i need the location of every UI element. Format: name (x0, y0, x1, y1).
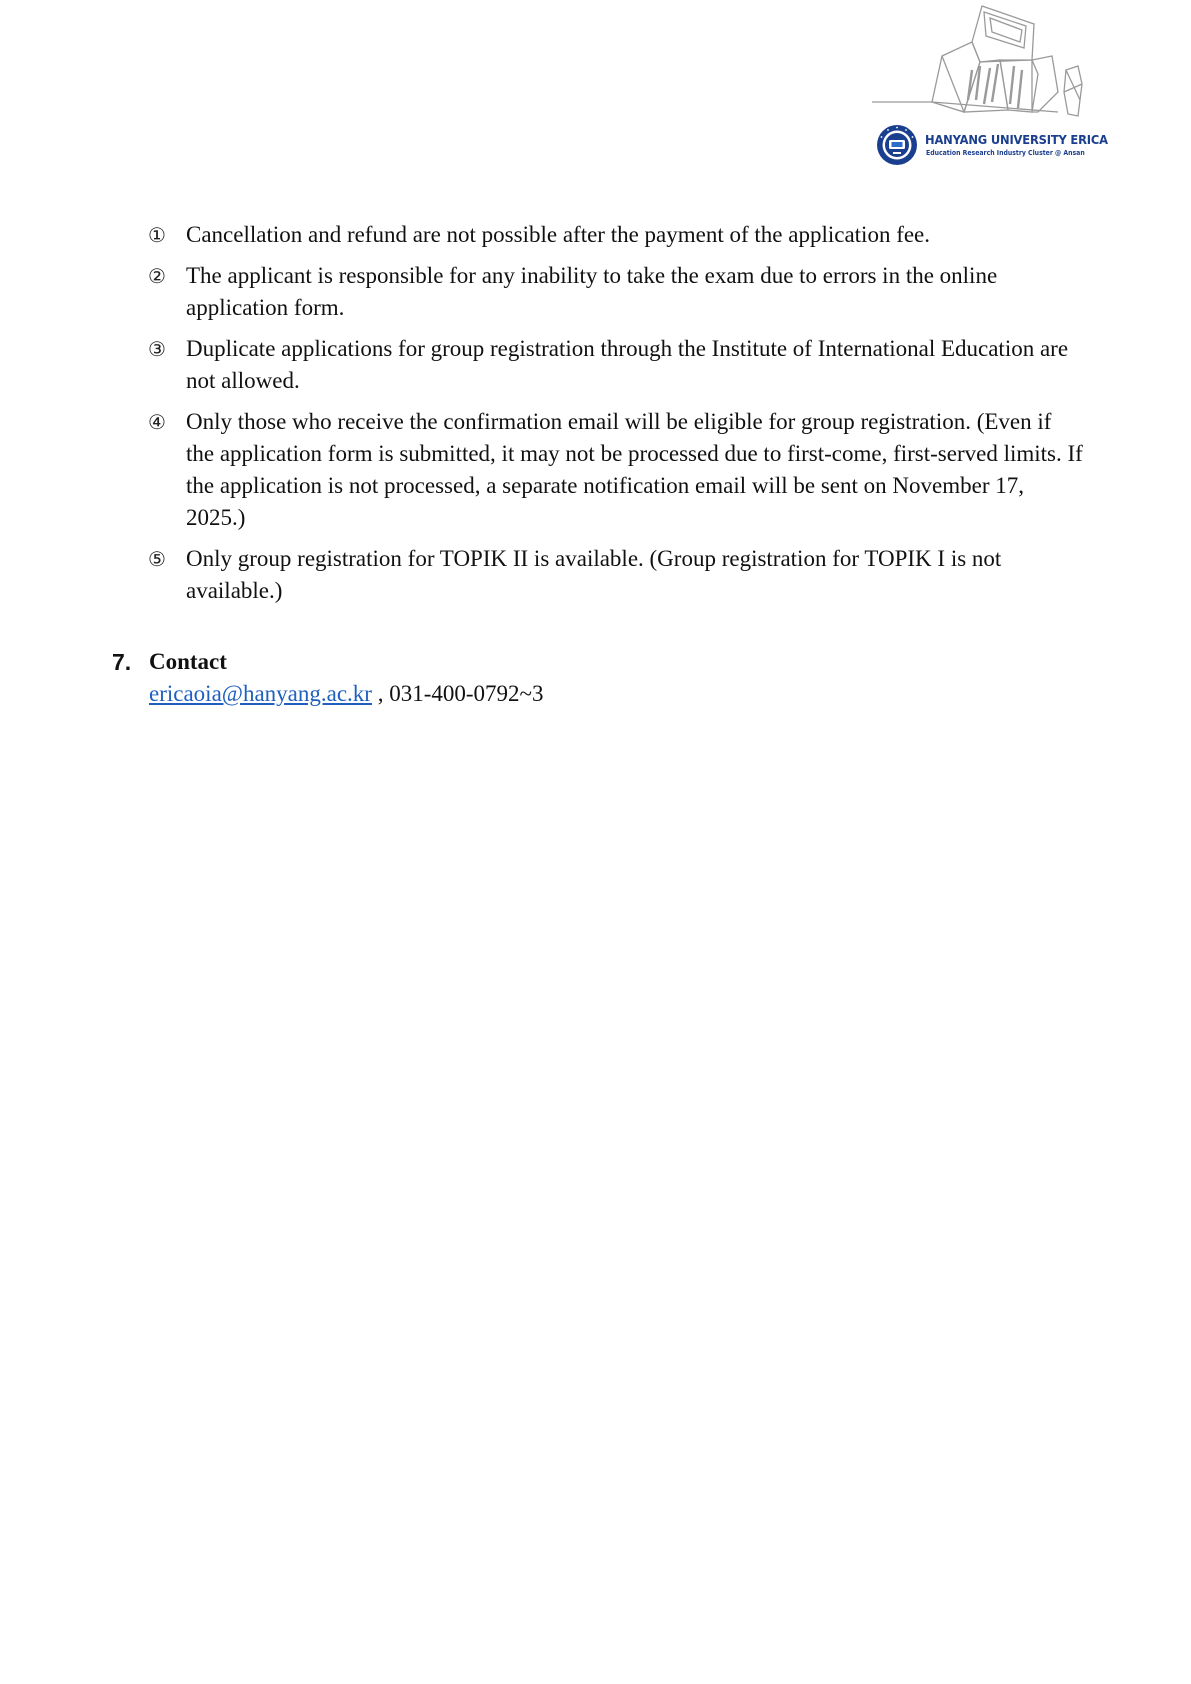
note-text: Cancellation and refund are not possible after the payment of the application fee. (186, 222, 931, 247)
logo-subtitle: Education Research Industry Cluster @ Ansan (926, 149, 1085, 157)
notes-list (148, 219, 1083, 616)
section-number: 7. (112, 649, 132, 675)
note-text: The applicant is responsible for any inability to take the exam due to errors in the online application form. (186, 263, 998, 320)
contact-line (149, 678, 543, 710)
list-item (148, 406, 1083, 534)
building-sketch-icon (872, 4, 1090, 120)
contact-email-link[interactable]: ericaoia@hanyang.ac.kr (149, 681, 372, 706)
note-text: Only group registration for TOPIK II is available. (Group registration for TOPIK I is not available.) (186, 546, 1002, 603)
list-item (148, 219, 1083, 251)
circled-number-3: ③ (148, 337, 166, 361)
note-text: Only those who receive the confirmation email will be eligible for group registration. (Even if the application form is submitted, it may not be processed due to first-come, first-served limits. If the application is not processed, a separate notification email will be sent on November 17, 2025.) (186, 409, 1083, 530)
logo-university-name: HANYANG UNIVERSITY ERICA (925, 132, 1108, 147)
university-seal-icon (876, 124, 918, 166)
university-logo (872, 4, 1108, 170)
list-item (148, 333, 1083, 397)
list-item (148, 543, 1083, 607)
list-item (148, 260, 1083, 324)
note-text: Duplicate applications for group registration through the Institute of International Education are not allowed. (186, 336, 1069, 393)
circled-number-1: ① (148, 223, 166, 247)
contact-phone: 031-400-0792~3 (389, 681, 544, 706)
circled-number-2: ② (148, 264, 166, 288)
contact-separator: , (371, 681, 390, 706)
circled-number-5: ⑤ (148, 547, 166, 571)
circled-number-4: ④ (148, 410, 166, 434)
section-title: Contact (149, 649, 227, 674)
